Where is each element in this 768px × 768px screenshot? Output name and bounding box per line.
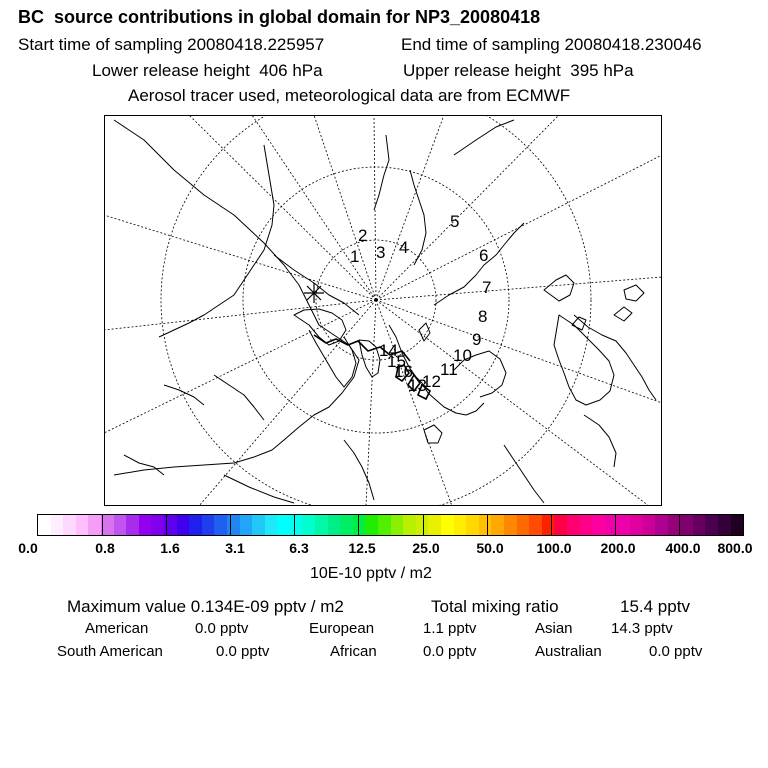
colorbar-swatch [227, 515, 240, 535]
australian-label: Australian [535, 643, 602, 660]
colorbar-divider [551, 515, 552, 535]
colorbar-swatch [88, 515, 101, 535]
colorbar-swatch [718, 515, 731, 535]
colorbar-swatch [693, 515, 706, 535]
african-value: 0.0 pptv [423, 643, 477, 660]
colorbar-swatch [491, 515, 504, 535]
colorbar-swatch [126, 515, 139, 535]
colorbar-swatch [114, 515, 127, 535]
colorbar-swatch [391, 515, 404, 535]
american-value: 0.0 pptv [195, 620, 249, 637]
trajectory-label: 16 [394, 362, 413, 381]
colorbar-divider [679, 515, 680, 535]
colorbar-swatch [441, 515, 454, 535]
colorbar-swatch [542, 515, 555, 535]
colorbar-swatch [479, 515, 492, 535]
european-label: European [309, 620, 375, 637]
colorbar-swatch [252, 515, 265, 535]
colorbar-divider [166, 515, 167, 535]
colorbar-swatch [139, 515, 152, 535]
lower-release-label: Lower release height 406 hPa [92, 61, 323, 80]
trajectory-label: 10 [453, 346, 472, 365]
trajectory-label: 15 [387, 352, 406, 371]
trajectory-label: 12 [422, 372, 441, 391]
colorbar-divider [230, 515, 231, 535]
colorbar-divider [294, 515, 295, 535]
colorbar-swatch [302, 515, 315, 535]
south-american-label: South American [57, 643, 163, 660]
colorbar-swatch [277, 515, 290, 535]
european-value: 1.1 pptv [423, 620, 477, 637]
south-american-value: 0.0 pptv [216, 643, 270, 660]
colorbar-tick-label: 100.0 [536, 540, 572, 556]
trajectory-label: 9 [472, 330, 482, 349]
colorbar-swatch [189, 515, 202, 535]
colorbar-swatch [38, 515, 51, 535]
max-value-label: Maximum value 0.134E-09 pptv / m2 [67, 597, 344, 616]
colorbar-swatch [643, 515, 656, 535]
colorbar-swatch [151, 515, 164, 535]
colorbar-units: 10E-10 pptv / m2 [310, 565, 432, 582]
upper-release-label: Upper release height 395 hPa [403, 61, 634, 80]
trajectory-label: 14 [379, 341, 398, 360]
colorbar-swatch [731, 515, 744, 535]
trajectory-label: 2 [358, 226, 368, 245]
colorbar-tick-label: 200.0 [600, 540, 636, 556]
trajectory-label: 8 [478, 307, 488, 326]
colorbar-tick-label: 0.8 [95, 540, 115, 556]
colorbar-swatch [202, 515, 215, 535]
colorbar-swatch [315, 515, 328, 535]
colorbar-swatch [617, 515, 630, 535]
map-frame [105, 116, 662, 506]
american-label: American [85, 620, 149, 637]
colorbar-swatch [428, 515, 441, 535]
colorbar-swatch [529, 515, 542, 535]
colorbar-divider [423, 515, 424, 535]
colorbar [37, 514, 744, 536]
colorbar-swatch [504, 515, 517, 535]
colorbar-swatch [214, 515, 227, 535]
australian-value: 0.0 pptv [649, 643, 703, 660]
polar-map [104, 115, 662, 506]
colorbar-swatch [177, 515, 190, 535]
trajectory-label: 5 [450, 212, 460, 231]
total-mixing-label: Total mixing ratio [431, 597, 559, 616]
colorbar-swatch [265, 515, 278, 535]
start-time-label: Start time of sampling 20080418.225957 [18, 35, 325, 54]
colorbar-swatch [466, 515, 479, 535]
colorbar-swatch [567, 515, 580, 535]
colorbar-swatch [517, 515, 530, 535]
colorbar-tick-label: 50.0 [476, 540, 504, 556]
colorbar-tick-label: 0.0 [18, 540, 38, 556]
colorbar-swatch [76, 515, 89, 535]
colorbar-swatch [655, 515, 668, 535]
colorbar-divider [487, 515, 488, 535]
asian-label: Asian [535, 620, 573, 637]
colorbar-swatch [630, 515, 643, 535]
colorbar-swatch [580, 515, 593, 535]
colorbar-swatch [403, 515, 416, 535]
colorbar-swatch [328, 515, 341, 535]
chart-title: BC source contributions in global domain for NP3_20080418 [18, 7, 541, 27]
colorbar-swatch [365, 515, 378, 535]
colorbar-divider [102, 515, 103, 535]
trajectory-label: 13 [408, 376, 427, 395]
colorbar-swatch [592, 515, 605, 535]
african-label: African [330, 643, 377, 660]
trajectory-label: 11 [440, 360, 458, 379]
total-mixing-value: 15.4 pptv [620, 597, 690, 616]
colorbar-tick-label: 6.3 [289, 540, 309, 556]
colorbar-tick-label: 25.0 [412, 540, 440, 556]
colorbar-tick-label: 800.0 [717, 540, 753, 556]
colorbar-tick-label: 1.6 [160, 540, 180, 556]
colorbar-divider [615, 515, 616, 535]
colorbar-swatch [240, 515, 253, 535]
colorbar-tick-label: 12.5 [348, 540, 376, 556]
colorbar-swatch [454, 515, 467, 535]
trajectory-label: 6 [479, 246, 489, 265]
tracer-info-label: Aerosol tracer used, meteorological data are from ECMWF [128, 86, 571, 105]
colorbar-tick-label: 3.1 [225, 540, 245, 556]
trajectory-label: 1 [350, 247, 360, 266]
colorbar-swatch [290, 515, 303, 535]
trajectory-label: 7 [482, 278, 492, 297]
asian-value: 14.3 pptv [611, 620, 673, 637]
colorbar-swatch [51, 515, 64, 535]
trajectory-label: 3 [376, 243, 386, 262]
trajectory-label: 4 [399, 238, 409, 257]
colorbar-swatch [378, 515, 391, 535]
colorbar-divider [358, 515, 359, 535]
colorbar-swatch [554, 515, 567, 535]
asterisk-icon [304, 283, 324, 303]
end-time-label: End time of sampling 20080418.230046 [401, 35, 702, 54]
colorbar-tick-label: 400.0 [665, 540, 701, 556]
colorbar-swatch [680, 515, 693, 535]
colorbar-swatch [340, 515, 353, 535]
colorbar-swatch [705, 515, 718, 535]
colorbar-swatch [63, 515, 76, 535]
